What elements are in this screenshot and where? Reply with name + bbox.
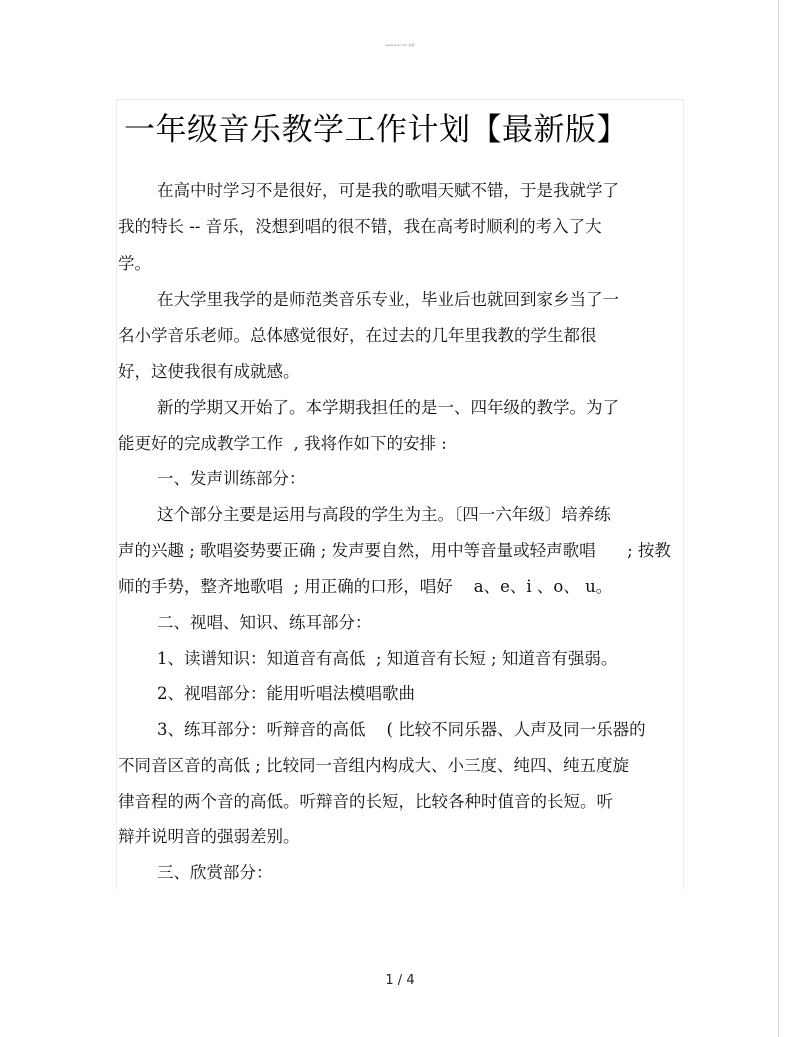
paragraph-line: 学。: [118, 254, 151, 273]
header-watermark: www.wd.com 来源: [385, 43, 415, 47]
paragraph-line: 辩并说明音的强弱差别。: [118, 827, 300, 846]
paragraph-line: 名小学音乐老师。总体感觉很好，在过去的几年里我教的学生都很: [118, 326, 597, 345]
paragraph-line: 能更好的完成教学工作 , 我将作如下的安排 :: [118, 434, 447, 453]
list-item: 3、练耳部分：听辩音的高低 ( 比较不同乐器、人声及同一乐器的: [157, 720, 646, 739]
list-item: 1、读谱知识：知道音有高低 ; 知道音有长短 ; 知道音有强弱。: [157, 649, 618, 668]
section-heading: 三、欣赏部分：: [157, 863, 273, 882]
section-heading: 一、发声训练部分：: [157, 469, 306, 488]
paragraph-line: 不同音区音的高低 ; 比较同一音组内构成大、小三度、纯四、纯五度旋: [118, 756, 630, 775]
paragraph-line: 师的手势，整齐地歌唱 ; 用正确的口形，唱好 a、e、i 、o、 u。: [118, 577, 613, 596]
paragraph-line: 律音程的两个音的高低。听辩音的长短，比较各种时值音的长短。听: [118, 792, 613, 811]
paragraph-line: 声的兴趣 ; 歌唱姿势要正确 ; 发声要自然，用中等音量或轻声歌唱 ; 按教: [118, 541, 671, 560]
document-title: 一年级音乐教学工作计划【最新版】: [124, 112, 628, 148]
page-number: 1 / 4: [385, 973, 415, 988]
paragraph-line: 在高中时学习不是很好，可是我的歌唱天赋不错，于是我就学了: [157, 181, 619, 200]
page-edge-divider: [778, 0, 779, 1037]
paragraph-line: 新的学期又开始了。本学期我担任的是一、四年级的教学。为了: [157, 398, 619, 417]
paragraph-line: 这个部分主要是运用与高段的学生为主。〔四一六年级〕培养练: [157, 505, 611, 524]
paragraph-line: 在大学里我学的是师范类音乐专业，毕业后也就回到家乡当了一: [157, 290, 619, 309]
paragraph-line: 我的特长 -- 音乐，没想到唱的很不错，我在高考时顺利的考入了大: [118, 217, 602, 236]
list-item: 2、视唱部分：能用听唱法模唱歌曲: [157, 684, 415, 703]
paragraph-line: 好，这使我很有成就感。: [118, 362, 300, 381]
section-heading: 二、视唱、知识、练耳部分：: [157, 613, 372, 632]
